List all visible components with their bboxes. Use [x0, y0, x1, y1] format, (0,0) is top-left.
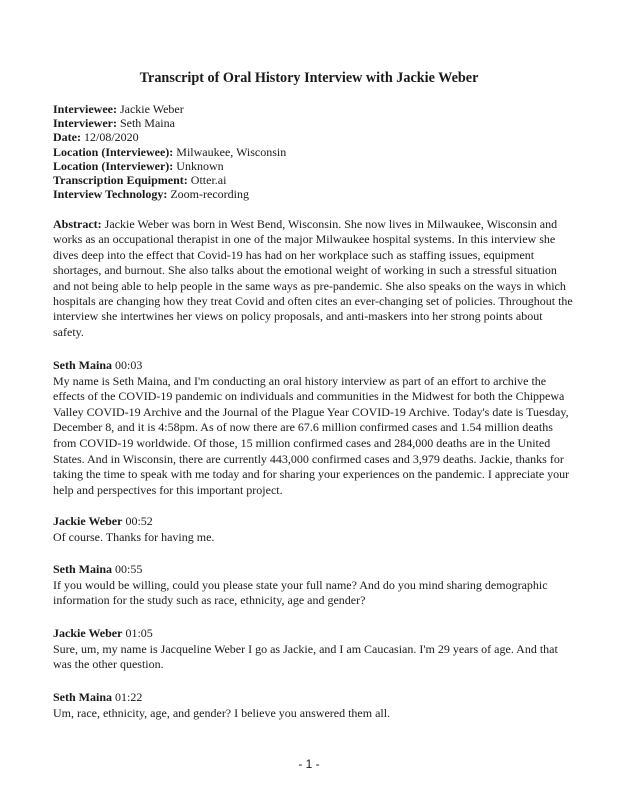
timestamp: 01:05: [125, 626, 153, 640]
metadata-interviewer: [53, 116, 286, 130]
metadata-label: Date:: [53, 130, 81, 145]
timestamp: 00:03: [115, 358, 143, 372]
abstract-text: Jackie Weber was born in West Bend, Wisconsin. She now lives in Milwaukee, Wisconsin and works as an occupational therapist in one of the major Milwaukee hospital systems. In this interview she dives deep into the effect that Covid-19 has had on her workplace such as staffing issues, equipment shortages, and burnout. She also talks about the emotional weight of working in such a stressful situation and not being able to help people in the same ways as pre-pandemic. She also speaks on the ways in which hospitals are changing how they treat Covid and often cites an ever-changing set of policies. Throughout the interview she intertwines her views on policy proposals, and anti-maskers into her strong points about safety.: [53, 217, 573, 339]
interview-metadata: [53, 102, 286, 201]
metadata-value: Otter.ai: [190, 173, 227, 188]
timestamp: 00:52: [125, 514, 153, 528]
metadata-value: Seth Maina: [119, 116, 175, 131]
metadata-label: Interviewer:: [53, 116, 117, 131]
document-title: Transcript of Oral History Interview with Jackie Weber: [139, 70, 479, 86]
metadata-label: Location (Interviewee):: [53, 144, 174, 159]
utterance-text: Of course. Thanks for having me.: [53, 529, 215, 544]
metadata-location-interviewee: [53, 145, 286, 159]
metadata-label: Transcription Equipment:: [53, 173, 188, 188]
page-number: - 1 -: [298, 757, 320, 771]
transcript-entry: [53, 514, 573, 545]
speaker-name: Seth Maina: [53, 358, 113, 372]
speaker-line: [53, 626, 573, 642]
metadata-date: [53, 130, 286, 144]
metadata-transcription-equipment: [53, 173, 286, 187]
utterance-text: Sure, um, my name is Jacqueline Weber I go as Jackie, and I am Caucasian. I'm 29 years of age. And that was the other question.: [53, 641, 558, 672]
metadata-value: Milwaukee, Wisconsin: [176, 144, 287, 159]
metadata-label: Location (Interviewer):: [53, 158, 174, 173]
transcript-entry: [53, 690, 573, 721]
metadata-value: Unknown: [176, 158, 224, 173]
metadata-interview-technology: [53, 187, 286, 201]
metadata-location-interviewer: [53, 159, 286, 173]
timestamp: 00:55: [115, 562, 143, 576]
metadata-label: Interviewee:: [53, 102, 117, 116]
transcript-entry: [53, 358, 573, 498]
metadata-label: Interview Technology:: [53, 187, 168, 202]
abstract-label: Abstract:: [53, 217, 102, 231]
metadata-interviewee: [53, 102, 286, 116]
speaker-line: [53, 562, 573, 578]
speaker-line: [53, 514, 573, 530]
transcript-entry: [53, 626, 573, 673]
speaker-name: Jackie Weber: [53, 626, 123, 640]
speaker-line: [53, 690, 573, 706]
utterance-text: My name is Seth Maina, and I'm conducting an oral history interview as part of an effort to archive the effects of the COVID-19 pandemic on individuals and communities in the Midwest for both the Chippewa Valley COVID-19 Archive and the Journal of the Plague Year COVID-19 Archive. Today's date is Tuesday, December 8, and it is 4:58pm. As of now there are 67.6 million confirmed cases and 1.54 million deaths from COVID-19 worldwide. Of those, 15 million confirmed cases and 284,000 deaths are in the United States. And in Wisconsin, there are currently 443,000 confirmed cases and 3,979 deaths. Jackie, thanks for taking the time to speak with me today and for sharing your experiences on the pandemic. I appreciate your help and perspectives for this important project.: [53, 373, 570, 497]
metadata-value: 12/08/2020: [83, 130, 139, 145]
transcript-entry: [53, 562, 573, 609]
speaker-name: Seth Maina: [53, 690, 113, 704]
metadata-value: Zoom-recording: [170, 187, 249, 202]
utterance-text: If you would be willing, could you please state your full name? And do you mind sharing demographic information for the study such as race, ethnicity, age and gender?: [53, 577, 548, 608]
speaker-line: [53, 358, 573, 374]
utterance-text: Um, race, ethnicity, age, and gender? I believe you answered them all.: [53, 705, 391, 720]
abstract-paragraph: [53, 217, 573, 340]
timestamp: 01:22: [115, 690, 143, 704]
metadata-value: Jackie Weber: [119, 102, 184, 116]
speaker-name: Seth Maina: [53, 562, 113, 576]
speaker-name: Jackie Weber: [53, 514, 123, 528]
